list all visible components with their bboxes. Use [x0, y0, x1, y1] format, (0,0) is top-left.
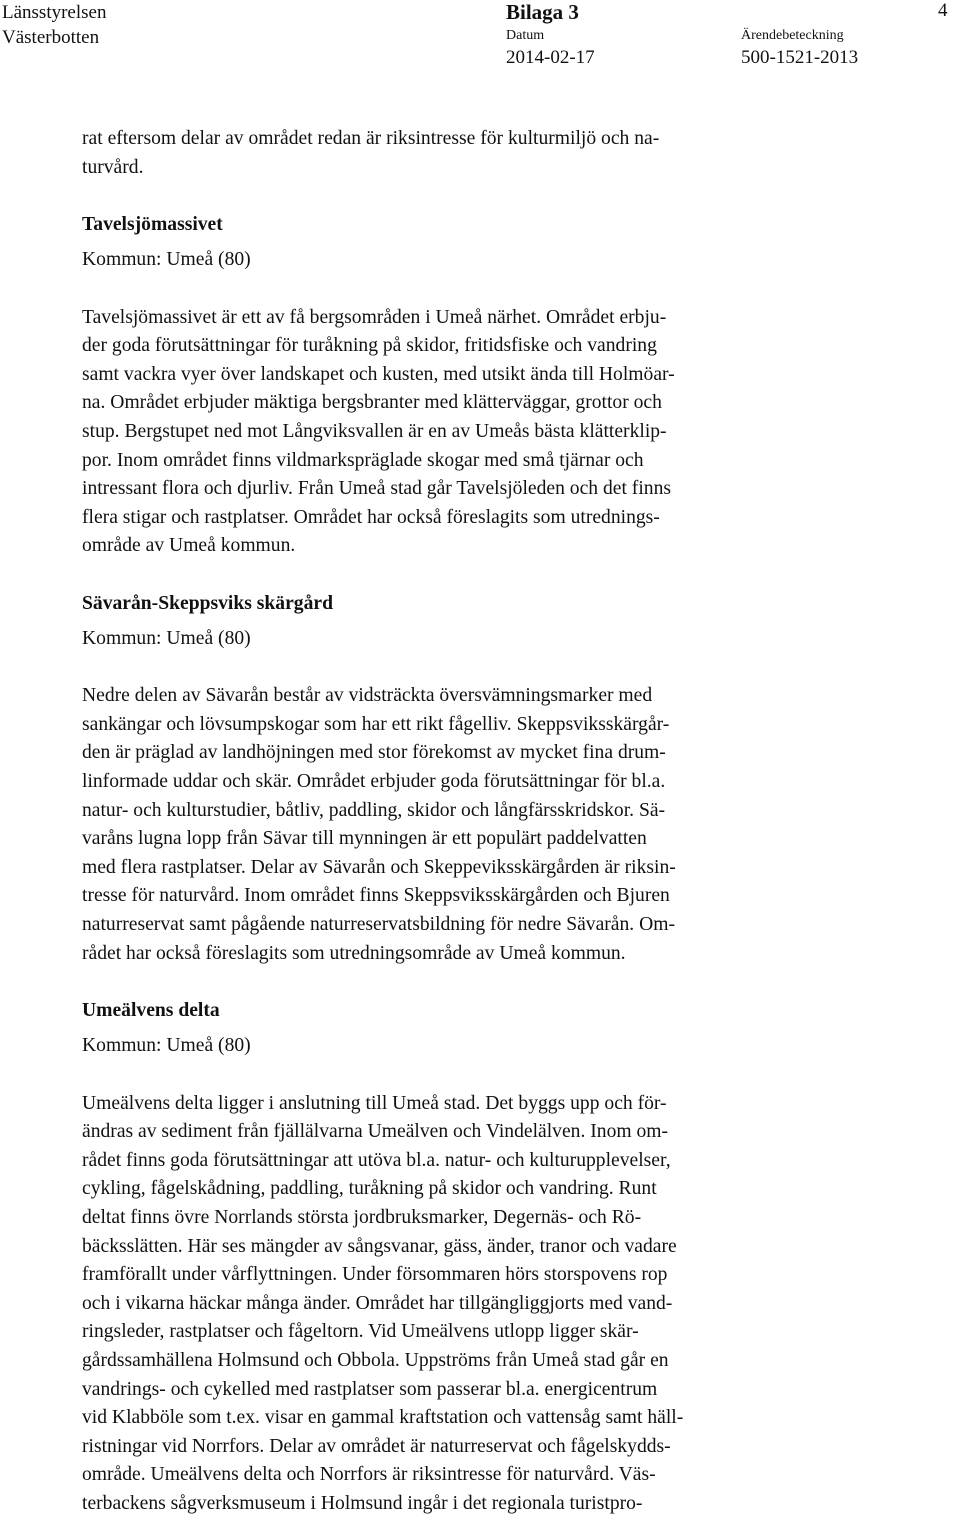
organization: [2, 0, 106, 50]
text-line: den är präglad av landhöjningen med stor förekomst av mycket fina drum-: [82, 742, 666, 764]
text-line: por. Inom området finns vildmarkspräglade skogar med små tjärnar och: [82, 449, 644, 471]
org-name: Länsstyrelsen: [2, 2, 107, 23]
section-heading: Sävarån-Skeppsviks skärgård: [82, 592, 333, 614]
date-label: Datum: [506, 28, 545, 43]
text-line: och i vikarna häckar många änder. Området har tillgängliggjorts med vand-: [82, 1292, 673, 1314]
intro-paragraph: [82, 125, 842, 182]
section-tavelsjomassivet: [82, 211, 842, 561]
case-number-label: Ärendebeteckning: [741, 28, 844, 43]
text-line: deltat finns övre Norrlands största jordbruksmarker, Degernäs- och Rö-: [82, 1206, 642, 1228]
text-line: varåns lugna lopp från Sävar till mynningen är ett populärt paddelvatten: [82, 828, 647, 850]
text-line: rat eftersom delar av området redan är riksintresse för kulturmiljö och na-: [82, 128, 660, 149]
text-line: område. Umeälvens delta och Norrfors är riksintresse för naturvård. Väs-: [82, 1464, 656, 1486]
text-line: Umeälvens delta ligger i anslutning till Umeå stad. Det byggs upp och för-: [82, 1092, 667, 1114]
text-line: rådet har också föreslagits som utredningsområde av Umeå kommun.: [82, 942, 626, 964]
text-line: område av Umeå kommun.: [82, 535, 296, 557]
section-heading: Umeälvens delta: [82, 999, 220, 1021]
text-line: naturreservat samt pågående naturreservatsbildning för nedre Sävarån. Om-: [82, 914, 676, 936]
text-line: na. Området erbjuder mäktiga bergsbranter med klätterväggar, grottor och: [82, 392, 662, 414]
text-line: ringsleder, rastplatser och fågeltorn. Vid Umeälvens utlopp ligger skär-: [82, 1321, 639, 1343]
org-region: Västerbotten: [2, 27, 100, 48]
section-savaran-skeppsvik: [82, 590, 842, 969]
text-line: stup. Bergstupet ned mot Långviksvallen är en av Umeås bästa klätterklip-: [82, 420, 667, 442]
text-line: samt vackra vyer över landskapet och kusten, med utsikt ända till Holmöar-: [82, 363, 675, 385]
text-line: rådet finns goda förutsättningar att utöva bl.a. natur- och kulturupplevelser,: [82, 1149, 671, 1171]
text-line: flera stigar och rastplatser. Området har också föreslagits som utrednings-: [82, 506, 660, 528]
case-number-value: 500-1521-2013: [741, 47, 859, 68]
text-line: sankängar och lövsumpskogar som har ett rikt fågelliv. Skeppsviksskärgår-: [82, 713, 670, 735]
text-line: intressant flora och djurliv. Från Umeå stad går Tavelsjöleden och det finns: [82, 478, 671, 500]
text-line: ändras av sediment från fjällälvarna Umeälven och Vindelälven. Inom om-: [82, 1121, 669, 1143]
text-line: cykling, fågelskådning, paddling, turåkning på skidor och vandring. Runt: [82, 1178, 657, 1200]
document-body: [82, 125, 842, 1519]
municipality-line: Kommun: Umeå (80): [82, 628, 251, 650]
text-line: natur- och kulturstudier, båtliv, paddling, skidor och långfärsskridskor. Sä-: [82, 799, 666, 821]
text-line: vid Klabböle som t.ex. visar en gammal kraftstation och vattensåg samt häll-: [82, 1407, 684, 1429]
attachment-title: Bilaga 3: [506, 0, 579, 24]
text-line: ristningar vid Norrfors. Delar av området är naturreservat och fågelskydds-: [82, 1435, 671, 1457]
text-line: der goda förutsättningar för turåkning på skidor, fritidsfiske och vandring: [82, 335, 657, 357]
text-line: vandrings- och cykelled med rastplatser som passerar bl.a. energicentrum: [82, 1378, 658, 1400]
text-line: tresse för naturvård. Inom området finns Skeppsviksskärgården och Bjuren: [82, 885, 670, 907]
text-line: framförallt under vårflyttningen. Under försommaren hörs storspovens rop: [82, 1264, 668, 1286]
text-line: gårdssamhällena Holmsund och Obbola. Uppströms från Umeå stad går en: [82, 1349, 669, 1371]
text-line: bäcksslätten. Här ses mängder av sångsvanar, gäss, änder, tranor och vadare: [82, 1235, 677, 1257]
text-line: turvård.: [82, 156, 144, 178]
text-line: linformade uddar och skär. Området erbjuder goda förutsättningar för bl.a.: [82, 771, 666, 793]
text-line: terbackens sågverksmuseum i Holmsund ingår i det regionala turistpro-: [82, 1492, 643, 1514]
municipality-line: Kommun: Umeå (80): [82, 249, 251, 271]
municipality-line: Kommun: Umeå (80): [82, 1035, 251, 1057]
section-umealvens-delta: [82, 997, 842, 1519]
text-line: Tavelsjömassivet är ett av få bergsområden i Umeå närhet. Området erbju-: [82, 306, 667, 328]
text-line: med flera rastplatser. Delar av Sävarån och Skeppeviksskärgården är riksin-: [82, 856, 676, 878]
date-value: 2014-02-17: [506, 47, 595, 68]
page-number: 4: [938, 0, 948, 21]
section-heading: Tavelsjömassivet: [82, 213, 223, 235]
text-line: Nedre delen av Sävarån består av vidsträckta översvämningsmarker med: [82, 685, 653, 707]
